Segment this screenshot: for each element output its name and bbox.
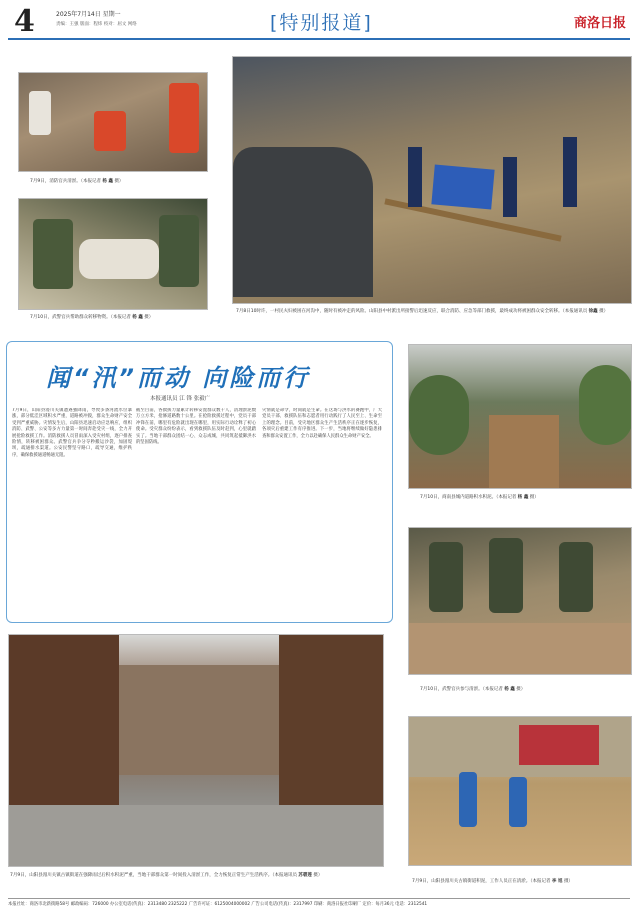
photo-police-rescue-over-river xyxy=(232,56,632,304)
issue-date: 2025年7月14日 星期一 xyxy=(56,11,121,18)
photo-caption: 7月10日，武警官兵参与清淤。（本报记者 杨 鑫 摄） xyxy=(420,687,526,692)
page-number: 4 xyxy=(14,4,35,39)
photo-caption: 7月10日，商南县城内道路积水积泥。（本报记者 杨 鑫 摄） xyxy=(420,495,539,500)
section-title: [特别报道] xyxy=(270,12,373,34)
article-column-1: 7月9日，山阳县漫川关镇遭遇强降雨，导致多条河流水位暴涨，部分低洼区域积水严重，道路被冲毁，群众生命财产安全受到严重威胁。灾情发生后，山阳县迅速启动应急响应，组织消防、武警、公安等多方力量第一时间奔赴受灾一线，全力开展抢险救援工作。消防救援人员冒雨深入受灾村组，逐户排查险情，转移被困群众。武警官兵争分夺秒搬运沙袋，加固堤坝，疏通排水渠道。公安民警坚守路口，疏导交通，维护秩序，确保救援通道畅通无阻。 xyxy=(12,408,132,458)
photo-caption: 7月9日，山阳县漫川关古镇街道积泥，工作人员正在清淤。（本报记者 李 旭 摄） xyxy=(412,879,573,884)
photo-caption: 7月9日，山阳县漫川关镇古镇街道在强降雨过后积水积泥严重，当地干部群众第一时间投入清淤工作，全力恢复正常生产生活秩序。（本报通讯员 苏碧莲 摄） xyxy=(10,873,323,878)
photo-caption: 7月9日，消防官兵清淤。（本报记者 杨 鑫 摄） xyxy=(30,179,124,184)
photo-flooded-street xyxy=(408,344,632,489)
article-column-2: 截至目前，各救援力量累计转移安置群众数千人，清理淤泥数万立方米，抢修道路数十公里。在抢险救援过程中，党员干部冲锋在前，哪里有危险就出现在哪里，用实际行动诠释了初心使命。受灾群众纷纷表示，看到救援队伍及时赶到，心里就踏实了。当地干部群众团结一心、众志成城，共同筑起抵御洪水的坚固防线。 xyxy=(136,408,256,446)
article-column-3: 灾情就是命令，时间就是生命。在这场与洪水的赛跑中，广大党员干部、救援队伍和志愿者用行动践行了人民至上、生命至上的理念。目前，受灾地区群众生产生活秩序正在逐步恢复，各项灾后重建工作有序推进。下一步，当地将继续做好隐患排查和群众安置工作，全力以赴确保人民群众生命财产安全。 xyxy=(262,408,382,439)
article-headline: 闻“汛”而动 向险而行 xyxy=(46,364,311,392)
article-byline: 本报通讯员 江 锋 张毅广 xyxy=(150,396,211,402)
newspaper-footer: 本报社址：商洛市北新街路58号 邮政编码：726000 办公室电话(传真)：2313480 2325222 广告许可证：6125004000002 广告公司电话(传真)：2317997 印刷：商洛日报社印刷厂 定价：每月36元 电话：2312541 xyxy=(8,898,630,907)
photo-caption: 7月8日10时许，一村民夫妇被困在河沟中，随时有被冲走的风险。山阳县中村派出所接警后迅速反应，联合消防、应急等部门救援，最终成功将被困群众安全转移。（本报通讯员 徐鑫 摄） xyxy=(236,309,609,314)
editor-credits: 责编：王强 版面：程炜 校对：屈文 网络 xyxy=(56,22,137,27)
photo-old-town-street-after-rain xyxy=(8,634,384,867)
photo-caption: 7月10日，武警官兵帮助群众转移物资。（本报记者 杨 鑫 摄） xyxy=(30,315,154,320)
photo-workers-sweeping-mud xyxy=(408,716,632,866)
photo-firefighters-clearing-mud xyxy=(18,72,208,172)
newspaper-logo: 商洛日报 xyxy=(574,16,627,31)
photo-soldiers-moving-supplies xyxy=(18,198,208,310)
masthead xyxy=(8,6,630,40)
photo-soldiers-clearing-debris xyxy=(408,527,632,675)
